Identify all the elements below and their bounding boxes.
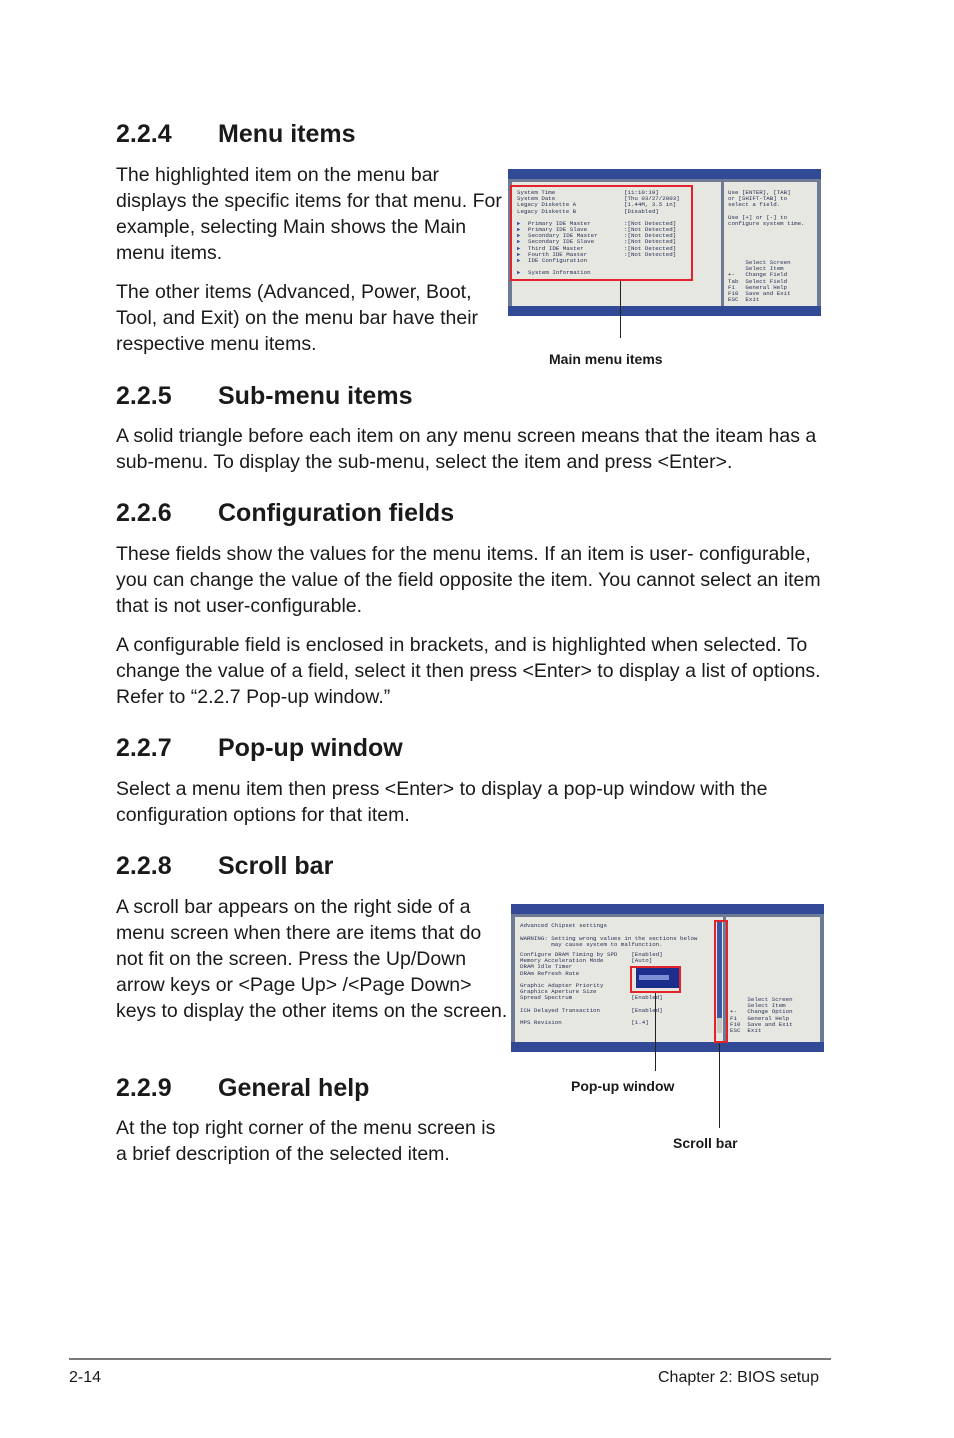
bios-row-value: :[Not Detected] [624,244,677,252]
main-menu-highlight-box [510,185,693,281]
popup-leader-line [655,993,656,1071]
bios-footer-bar [511,1042,824,1052]
bios-advanced-header: Advanced Chipset settings [520,922,607,929]
submenu-triangle-icon: ▶ [517,219,521,227]
page-number: 2-14 [69,1369,102,1386]
paragraph-menu-items-2: The other items (Advanced, Power, Boot, Tool, and Exit) on the menu bar have their respective menu items. [116,281,479,355]
bios-advanced-warning: WARNING: Setting wrong values in the sections below may cause system to malfunction. [520,935,698,949]
bios-row-value: [Disabled] [624,207,659,215]
bios-advanced-items-panel [515,917,723,1042]
bios-row-value: :[Not Detected] [624,250,677,258]
submenu-triangle-icon: ▶ [517,232,521,240]
submenu-triangle-icon: ▶ [517,244,521,252]
popup-highlight-box [630,966,681,993]
bios-row-label: System Date [517,195,556,203]
paragraph-menu-items-1: The highlighted item on the menu bar displays the specific items for that menu. For example, selecting Main shows the Main menu items. [116,164,502,264]
bios-row-value: :[Not Detected] [624,238,677,246]
scrollbar-leader-line [719,1043,720,1128]
bios-row-label: Third IDE Master [528,244,584,252]
bios-menu-bar [511,904,824,914]
bios-row-value: [Thu 03/27/2003] [624,195,680,203]
bios-row-label: Legacy Diskette B [517,207,577,215]
bios-keys-legend: Select Screen Select Item +- Change Option F1 General Help F10 Save and Exit ESC Exit [730,996,793,1035]
submenu-triangle-icon: ▶ [517,226,521,234]
bios-help-panel [726,917,820,1042]
caption-scroll-bar: Scroll bar [673,1135,738,1151]
submenu-triangle-icon: ▶ [517,257,521,265]
bios-row-label: Secondary IDE Master [528,232,598,240]
paragraph-scroll: A scroll bar appears on the right side of a menu screen when there are items that do not fit on the screen. Press the Up/Down arrow keys or <Page Up> /<Page Down> keys to display the other items on the screen. [116,896,508,1022]
bios-row-value: :[Not Detected] [624,219,677,227]
bios-row-label: Fourth IDE Master [528,250,588,258]
paragraph-popup: Select a menu item then press <Enter> to display a pop-up window with the configuration options for that item. [116,778,768,826]
main-menu-leader-line [620,281,621,338]
section-heading-general-help: 2.2.9 General help [116,1074,370,1102]
bios-menu-bar [508,169,821,179]
paragraph-config-2: A configurable field is enclosed in brackets, and is highlighted when selected. To change the value of a field, select it then press <Enter> to display a list of options. Refer to “2.2.7 Pop-up window.” [116,634,821,708]
bios-row-value: [11:10:19] [624,189,659,196]
paragraph-config-1: These fields show the values for the menu items. If an item is user- configurable, you can change the value of the field opposite the item. You cannot select an item that is not user-configurable. [116,543,821,617]
bios-advanced-rows: Configure DRAM Timing by SPD [Enabled] Memory Acceleration Mode [Auto] DRAM Idle Timer DRAm Refresh Rate Graphic Adapter Priority Graphics Aperture Size Spread Spectrum [Enabled] ICH Delayed Transaction [Enabled] MPS Revision [1.4] [520,951,663,1027]
paragraph-help: At the top right corner of the menu screen is a brief description of the selected item. [116,1117,496,1165]
bios-row-label: Legacy Diskette A [517,201,577,209]
bios-row-value: :[Not Detected] [624,226,677,234]
section-heading-pop-up-window: 2.2.7 Pop-up window [116,734,403,762]
paragraph-sub-menu: A solid triangle before each item on any menu screen means that the iteam has a sub-menu. To display the sub-menu, select the item and press <Enter>. [116,425,817,473]
submenu-triangle-icon: ▶ [517,269,521,277]
bios-help-text: Use [ENTER], [TAB] or [SHIFT-TAB] to select a field. Use [+] or [-] to configure system time. [728,189,805,228]
bios-keys-legend: Select Screen Select Item +- Change Field Tab Select Field F1 General Help F10 Save and Exit ESC Exit [728,259,791,304]
footer-rule [69,1358,831,1360]
caption-main-menu-items: Main menu items [549,351,663,367]
bios-row-value: [1.44M, 3.5 in] [624,201,677,209]
bios-row-value: :[Not Detected] [624,232,677,240]
bios-row-label: IDE Configuration [528,257,588,265]
bios-row-label: System Time [517,189,556,196]
bios-row-label: Primary IDE Master [528,219,591,227]
section-heading-configuration-fields: 2.2.6 Configuration fields [116,499,455,527]
bios-row-label: Secondary IDE Slave [528,238,595,246]
bios-footer-bar [508,306,821,316]
bios-row-label: System Information [528,269,591,277]
submenu-triangle-icon: ▶ [517,238,521,246]
submenu-triangle-icon: ▶ [517,250,521,258]
scrollbar-highlight-box [714,920,728,1043]
chapter-title: Chapter 2: BIOS setup [658,1369,819,1386]
bios-row-label: Primary IDE Slave [528,226,588,234]
section-heading-sub-menu-items: 2.2.5 Sub-menu items [116,382,413,410]
bios-help-panel [724,182,817,307]
section-heading-scroll-bar: 2.2.8 Scroll bar [116,852,334,880]
section-heading-menu-items: 2.2.4 Menu items [116,120,356,148]
caption-pop-up-window: Pop-up window [571,1078,675,1094]
